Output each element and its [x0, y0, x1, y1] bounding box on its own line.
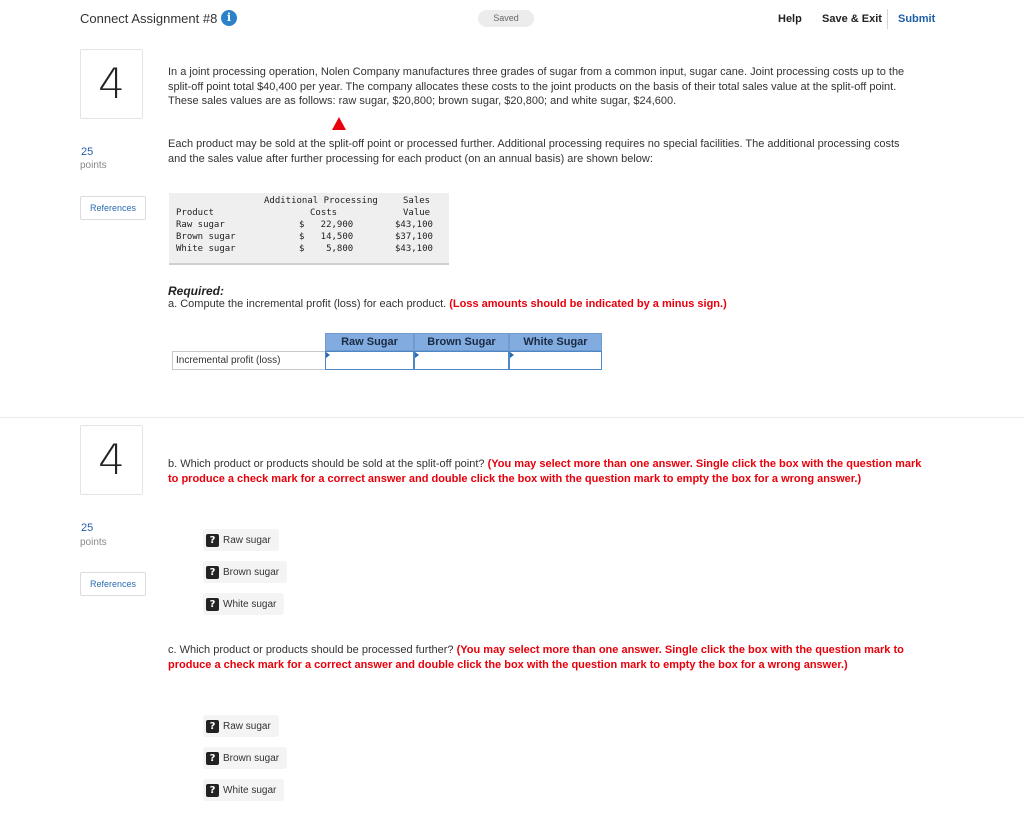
- brown-sugar-profit-input[interactable]: [414, 351, 509, 370]
- references-button[interactable]: References: [80, 572, 146, 596]
- question-mark-checkbox-icon[interactable]: ?: [206, 534, 219, 547]
- cell-marker-icon: [510, 352, 514, 358]
- table-cell-value: $43,100: [395, 220, 433, 230]
- grid-header-raw-sugar: Raw Sugar: [325, 333, 414, 351]
- question-paragraph-2: Each product may be sold at the split-off point or processed further. Additional processing requires no special facilities. The additional processing costs and the sales value after further processing for each product (on an annual basis) are shown below:: [168, 138, 900, 165]
- grid-header-white-sugar: White Sugar: [509, 333, 602, 351]
- submit-button[interactable]: Submit: [898, 13, 936, 25]
- option-label: Brown sugar: [223, 566, 280, 578]
- question-number: 4: [98, 59, 125, 108]
- points-label: points: [80, 160, 107, 171]
- grid-row-label: Incremental profit (loss): [172, 351, 325, 370]
- part-c-option-white-sugar[interactable]: [203, 779, 284, 801]
- assignment-title: Connect Assignment #8: [80, 11, 218, 26]
- part-b-option-brown-sugar[interactable]: [203, 561, 287, 583]
- part-c-prompt: [168, 643, 924, 672]
- question-mark-checkbox-icon[interactable]: ?: [206, 566, 219, 579]
- option-label: Brown sugar: [223, 752, 280, 764]
- table-header-additional: Additional Processing: [264, 196, 378, 206]
- table-cell-cost: $ 22,900: [299, 220, 354, 230]
- cell-marker-icon: [326, 352, 330, 358]
- part-c-option-brown-sugar[interactable]: [203, 747, 287, 769]
- pointer-arrow-icon: [332, 117, 346, 130]
- points-value: 25: [81, 522, 94, 534]
- table-header-value: Value: [403, 208, 431, 218]
- points-value: 25: [81, 146, 94, 158]
- table-header-product: Product: [176, 208, 214, 218]
- question-number-box: [80, 49, 143, 119]
- part-b-prompt: [168, 457, 924, 486]
- section-divider: [0, 417, 1024, 418]
- part-a-note: (Loss amounts should be indicated by a minus sign.): [449, 298, 727, 310]
- option-label: Raw sugar: [223, 720, 271, 732]
- table-cell-product: Raw sugar: [176, 220, 225, 230]
- processing-data-table: [169, 193, 449, 265]
- cell-marker-icon: [415, 352, 419, 358]
- option-label: Raw sugar: [223, 534, 271, 546]
- header-divider: [887, 9, 888, 29]
- help-button[interactable]: Help: [778, 13, 802, 25]
- question-number: 4: [98, 435, 125, 484]
- option-label: White sugar: [223, 784, 277, 796]
- part-a-prompt: [168, 298, 727, 310]
- part-a-text: a. Compute the incremental profit (loss) for each product.: [168, 298, 447, 310]
- question-mark-checkbox-icon[interactable]: ?: [206, 720, 219, 733]
- points-label: points: [80, 537, 107, 548]
- top-bar: [0, 0, 1024, 38]
- table-header-costs: Costs: [310, 208, 338, 218]
- raw-sugar-profit-input[interactable]: [325, 351, 414, 370]
- question-mark-checkbox-icon[interactable]: ?: [206, 752, 219, 765]
- table-header-sales: Sales: [403, 196, 431, 206]
- question-paragraph-1: In a joint processing operation, Nolen Company manufactures three grades of sugar from a common input, sugar cane. Joint processing costs up to the split-off point total $40,400 per year. The company allocates these costs to the joint products on the basis of their total sales value at the split-off point. These sales values are as follows: raw sugar, $20,800; brown sugar, $20,800; and white sugar, $24,600.: [168, 66, 905, 107]
- table-cell-value: $43,100: [395, 244, 433, 254]
- saved-status-badge: Saved: [478, 10, 534, 27]
- question-number-box: [80, 425, 143, 495]
- part-b-text: b. Which product or products should be sold at the split-off point?: [168, 458, 485, 470]
- part-c-text: c. Which product or products should be processed further?: [168, 644, 454, 656]
- question-mark-checkbox-icon[interactable]: ?: [206, 598, 219, 611]
- option-label: White sugar: [223, 598, 277, 610]
- save-exit-button[interactable]: Save & Exit: [822, 13, 882, 25]
- table-cell-value: $37,100: [395, 232, 433, 242]
- part-c-option-raw-sugar[interactable]: [203, 715, 279, 737]
- part-c-note: (You may select more than one answer. Single click the box with the question mark to produce a check mark for a correct answer and double click the box with the question mark to empty the box for a wrong answer.): [168, 644, 904, 671]
- references-button[interactable]: References: [80, 196, 146, 220]
- table-cell-cost: $ 5,800: [299, 244, 354, 254]
- part-b-option-white-sugar[interactable]: [203, 593, 284, 615]
- table-cell-cost: $ 14,500: [299, 232, 354, 242]
- question-mark-checkbox-icon[interactable]: ?: [206, 784, 219, 797]
- table-cell-product: Brown sugar: [176, 232, 236, 242]
- info-icon[interactable]: i: [221, 10, 237, 26]
- required-heading: Required:: [168, 284, 225, 298]
- white-sugar-profit-input[interactable]: [509, 351, 602, 370]
- part-b-note: (You may select more than one answer. Single click the box with the question mark to produce a check mark for a correct answer and double click the box with the question mark to empty the box for a wrong answer.): [168, 458, 922, 485]
- grid-header-brown-sugar: Brown Sugar: [414, 333, 509, 351]
- part-b-option-raw-sugar[interactable]: [203, 529, 279, 551]
- table-cell-product: White sugar: [176, 244, 236, 254]
